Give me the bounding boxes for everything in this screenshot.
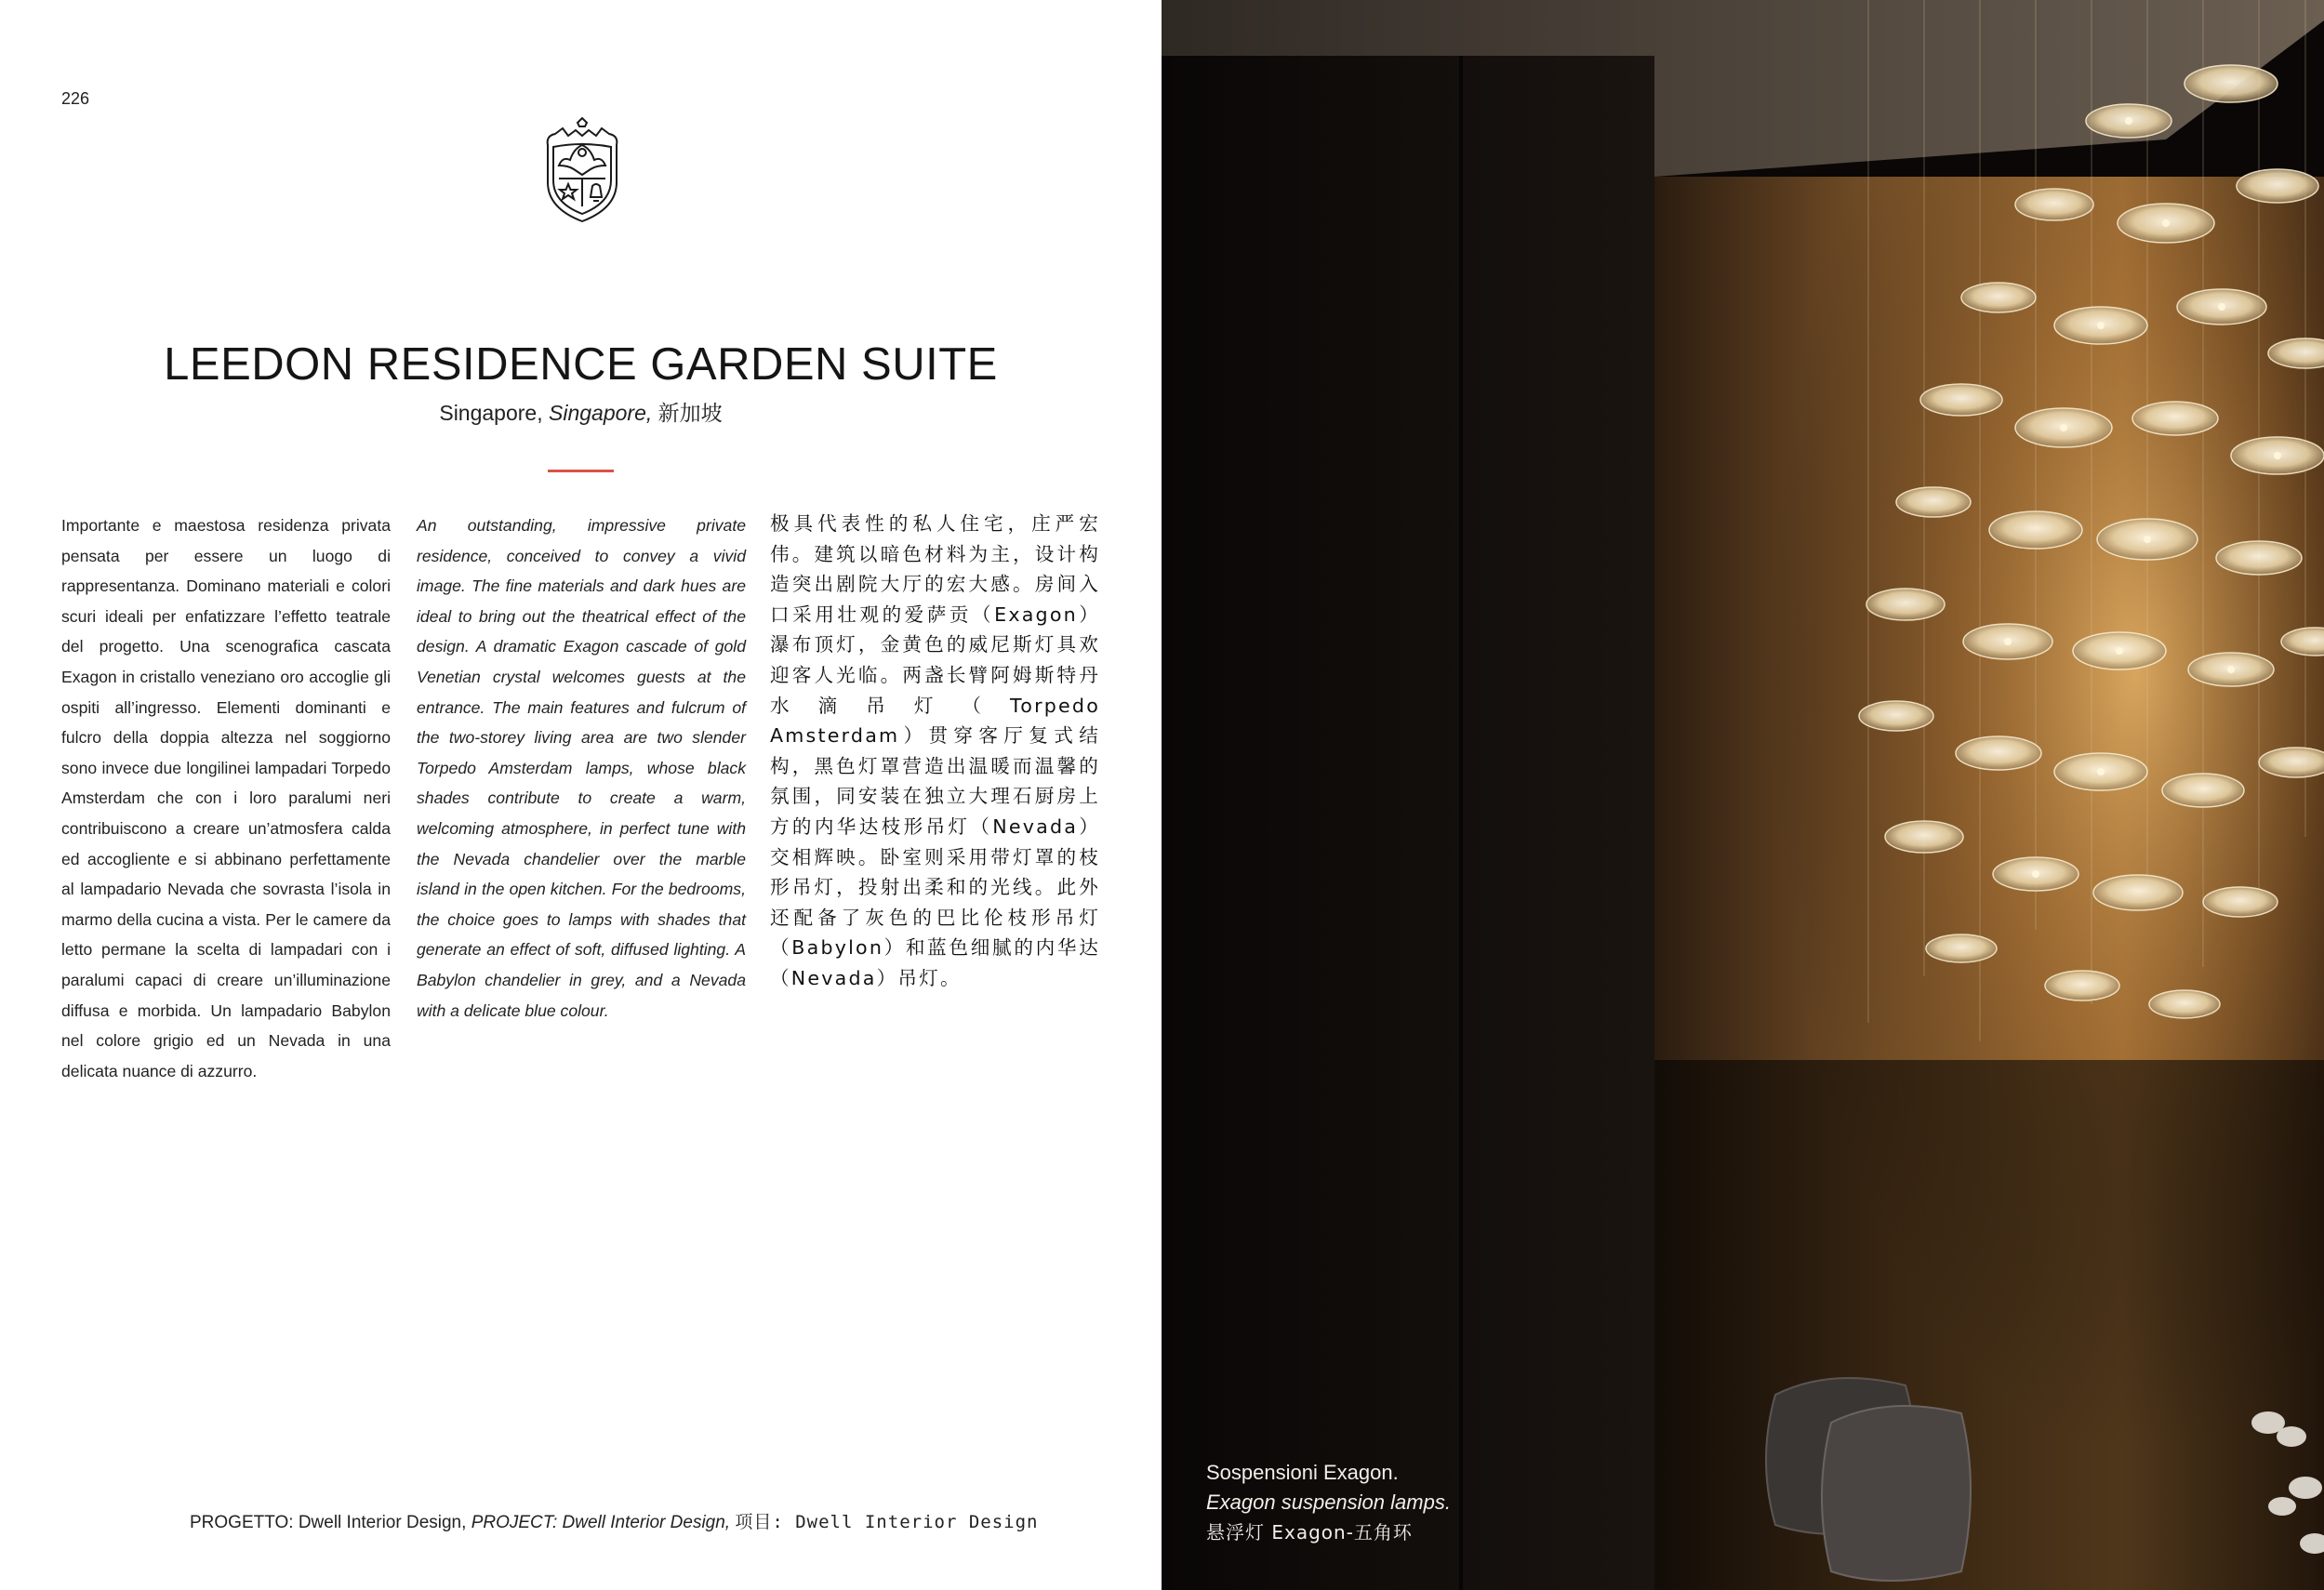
- caption-italian: Sospensioni Exagon.: [1206, 1461, 1399, 1484]
- credits-english: PROJECT: Dwell Interior Design,: [471, 1513, 736, 1532]
- page-number: 226: [61, 89, 90, 108]
- body-english: An outstanding, impressive private residence, conceived to convey a vivid image. The fine materials and dark hues are ideal to bring out the theatrical effect of the design. A dramatic Exagon cascade of gold Venetian crystal welcomes guests at the entrance. The main features and fulcrum of the two-storey living area are two slender Torpedo Amsterdam lamps, whose black shades contribute to create a warm, welcoming atmosphere, in perfect tune with the Nevada chandelier over the marble island in the open kitchen. For the bedrooms, the choice goes to lamps with shades that generate an effect of soft, diffused lighting. A Babylon chandelier in grey, and a Nevada with a delicate blue colour.: [417, 516, 746, 1020]
- credits-italian: PROGETTO: Dwell Interior Design,: [190, 1513, 471, 1532]
- right-page: [1162, 0, 2324, 1590]
- photo-caption: [1206, 1458, 1451, 1547]
- body-chinese: 极具代表性的私人住宅，庄严宏伟。建筑以暗色材料为主，设计构造突出剧院大厅的宏大感。房间入口采用壮观的爱萨贡（Exagon）瀑布顶灯，金黄色的威尼斯灯具欢迎客人光临。两盏长臂阿姆斯特丹水滴吊灯（Torpedo Amsterdam）贯穿客厅复式结构，黑色灯罩营造出温暖而温馨的氛围，同安装在独立大理石厨房上方的内华达枝形吊灯（Nevada）交相辉映。卧室则采用带灯罩的枝形吊灯，投射出柔和的光线。此外还配备了灰色的巴比伦枝形吊灯（Babylon）和蓝色细腻的内华达（Nevada）吊灯。: [770, 512, 1100, 989]
- body-italian: Importante e maestosa residenza privata pensata per essere un luogo di rappresentanza. Dominano materiali e colori scuri ideali per enfatizzare l’effetto teatrale del progetto. Una scenografica cascata Exagon in cristallo veneziano oro accoglie gli ospiti all’ingresso. Elementi dominanti e fulcro della doppia altezza nel soggiorno sono invece due longilinei lampadari Torpedo Amsterdam che con i loro paralumi neri contribuiscono a creare un’atmosfera calda ed accogliente e si abbinano perfettamente al lampadario Nevada che sovrasta l’isola in marmo della cucina a vista. Per le camere da letto permane la scelta di lampadari con i paralumi capaci di creare un’illuminazione diffusa e morbida. Un lampadario Babylon nel colore grigio ed un Nevada in una delicata nuance di azzurro.: [61, 516, 391, 1080]
- subtitle-italian: Singapore,: [439, 401, 549, 425]
- subtitle-english: Singapore,: [549, 401, 658, 425]
- page-subtitle: [0, 396, 1162, 427]
- project-credits: [190, 1508, 1038, 1533]
- heraldic-crest-icon: [542, 117, 622, 225]
- credits-chinese: 项目: Dwell Interior Design: [735, 1512, 1039, 1532]
- accent-divider: [548, 470, 614, 472]
- caption-chinese: 悬浮灯 Exagon-五角环: [1206, 1521, 1413, 1544]
- chandelier-photo: [1162, 0, 2324, 1590]
- page-title: LEEDON RESIDENCE GARDEN SUITE: [164, 339, 998, 390]
- caption-english: Exagon suspension lamps.: [1206, 1491, 1451, 1514]
- subtitle-chinese: 新加坡: [657, 401, 723, 425]
